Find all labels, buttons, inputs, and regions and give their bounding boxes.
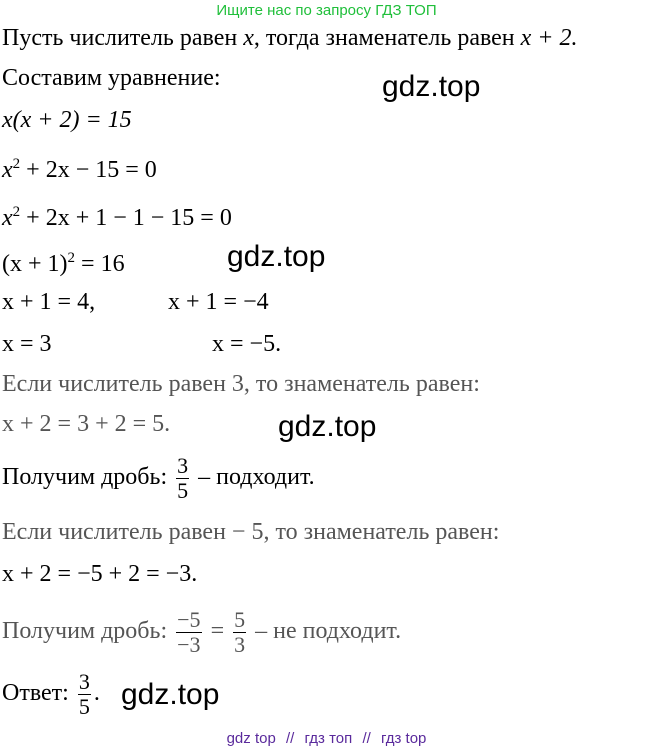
answer-label: Ответ: — [2, 680, 75, 706]
equation-2-exponent: 2 — [12, 156, 21, 172]
watermark: gdz.top — [382, 70, 481, 103]
fraction-minus5-minus3 — [176, 608, 201, 657]
equation-3-rest: + 2x + 1 − 1 − 15 = 0 — [20, 205, 232, 231]
fraction-minus5-numerator: −5 — [177, 606, 201, 632]
root-1: x = 3 — [2, 331, 52, 357]
watermark: gdz.top — [121, 678, 220, 711]
fraction-5-3 — [233, 608, 246, 657]
answer-fraction — [78, 670, 91, 719]
footer-separator: // — [362, 730, 371, 747]
fraction-result-1-suffix: – подходит. — [192, 464, 315, 490]
fraction-equals: = — [204, 618, 231, 644]
equation-2-base: x — [2, 157, 13, 183]
footer-separator: // — [285, 730, 295, 747]
fraction-result-2 — [2, 606, 401, 657]
equation-4-base: (x + 1) — [2, 251, 68, 277]
fraction-5-3-numerator: 5 — [234, 606, 246, 632]
fraction-result-2-suffix: – не подходит. — [249, 618, 402, 644]
equation-4-rest: = 16 — [75, 251, 125, 277]
denominator-expr: x + 2. — [520, 25, 578, 51]
answer-dot: . — [93, 680, 100, 706]
fraction-result-1-prefix: Получим дробь: — [2, 464, 174, 490]
case-numerator-minus-5: Если числитель равен − 5, то знаменатель равен: — [2, 519, 500, 545]
statement-prefix: Пусть числитель равен — [2, 25, 244, 51]
equation-3-base: x — [2, 205, 13, 231]
footer-link-gdz-top[interactable]: gdz top — [226, 730, 276, 747]
equation-4 — [2, 244, 125, 278]
equation-4-exponent: 2 — [67, 250, 76, 266]
root-2: x = −5. — [212, 331, 282, 357]
fraction-result-2-prefix: Получим дробь: — [2, 618, 174, 644]
equation-3-exponent: 2 — [12, 204, 21, 220]
equation-5-left: x + 1 = 4, — [2, 289, 96, 315]
equation-5-right: x + 1 = −4 — [168, 289, 269, 315]
answer-denominator: 5 — [78, 693, 90, 719]
footer-links — [0, 729, 653, 749]
watermark: gdz.top — [278, 410, 377, 443]
statement-middle: , тогда знаменатель равен — [253, 25, 521, 51]
fraction-3-5-denominator: 5 — [177, 477, 189, 503]
fraction-3-5 — [176, 454, 189, 503]
answer — [2, 668, 100, 719]
answer-numerator: 3 — [78, 668, 90, 694]
compose-equation-text: Составим уравнение: — [2, 65, 221, 91]
footer-link-gdz-top-ru[interactable]: гдз топ — [304, 730, 353, 747]
case-numerator-3: Если числитель равен 3, то знаменатель равен: — [2, 371, 480, 397]
fraction-5-3-denominator: 3 — [234, 631, 246, 657]
denominator-calc-5: x + 2 = 3 + 2 = 5. — [2, 411, 171, 437]
footer-link-gdz-top-mixed[interactable]: гдз top — [380, 730, 427, 747]
fraction-result-1 — [2, 452, 315, 503]
search-hint-link[interactable]: Ищите нас по запросу ГДЗ ТОП — [216, 2, 437, 19]
equation-2 — [2, 150, 157, 184]
equation-2-rest: + 2x − 15 = 0 — [20, 157, 157, 183]
denominator-calc-minus-3: x + 2 = −5 + 2 = −3. — [2, 561, 198, 587]
fraction-3-5-numerator: 3 — [177, 452, 189, 478]
watermark: gdz.top — [227, 240, 326, 273]
equation-3 — [2, 198, 232, 232]
fraction-minus3-denominator: −3 — [177, 631, 201, 657]
equation-1: x(x + 2) = 15 — [2, 107, 132, 133]
problem-statement — [2, 24, 578, 52]
variable-x: x — [243, 25, 254, 51]
